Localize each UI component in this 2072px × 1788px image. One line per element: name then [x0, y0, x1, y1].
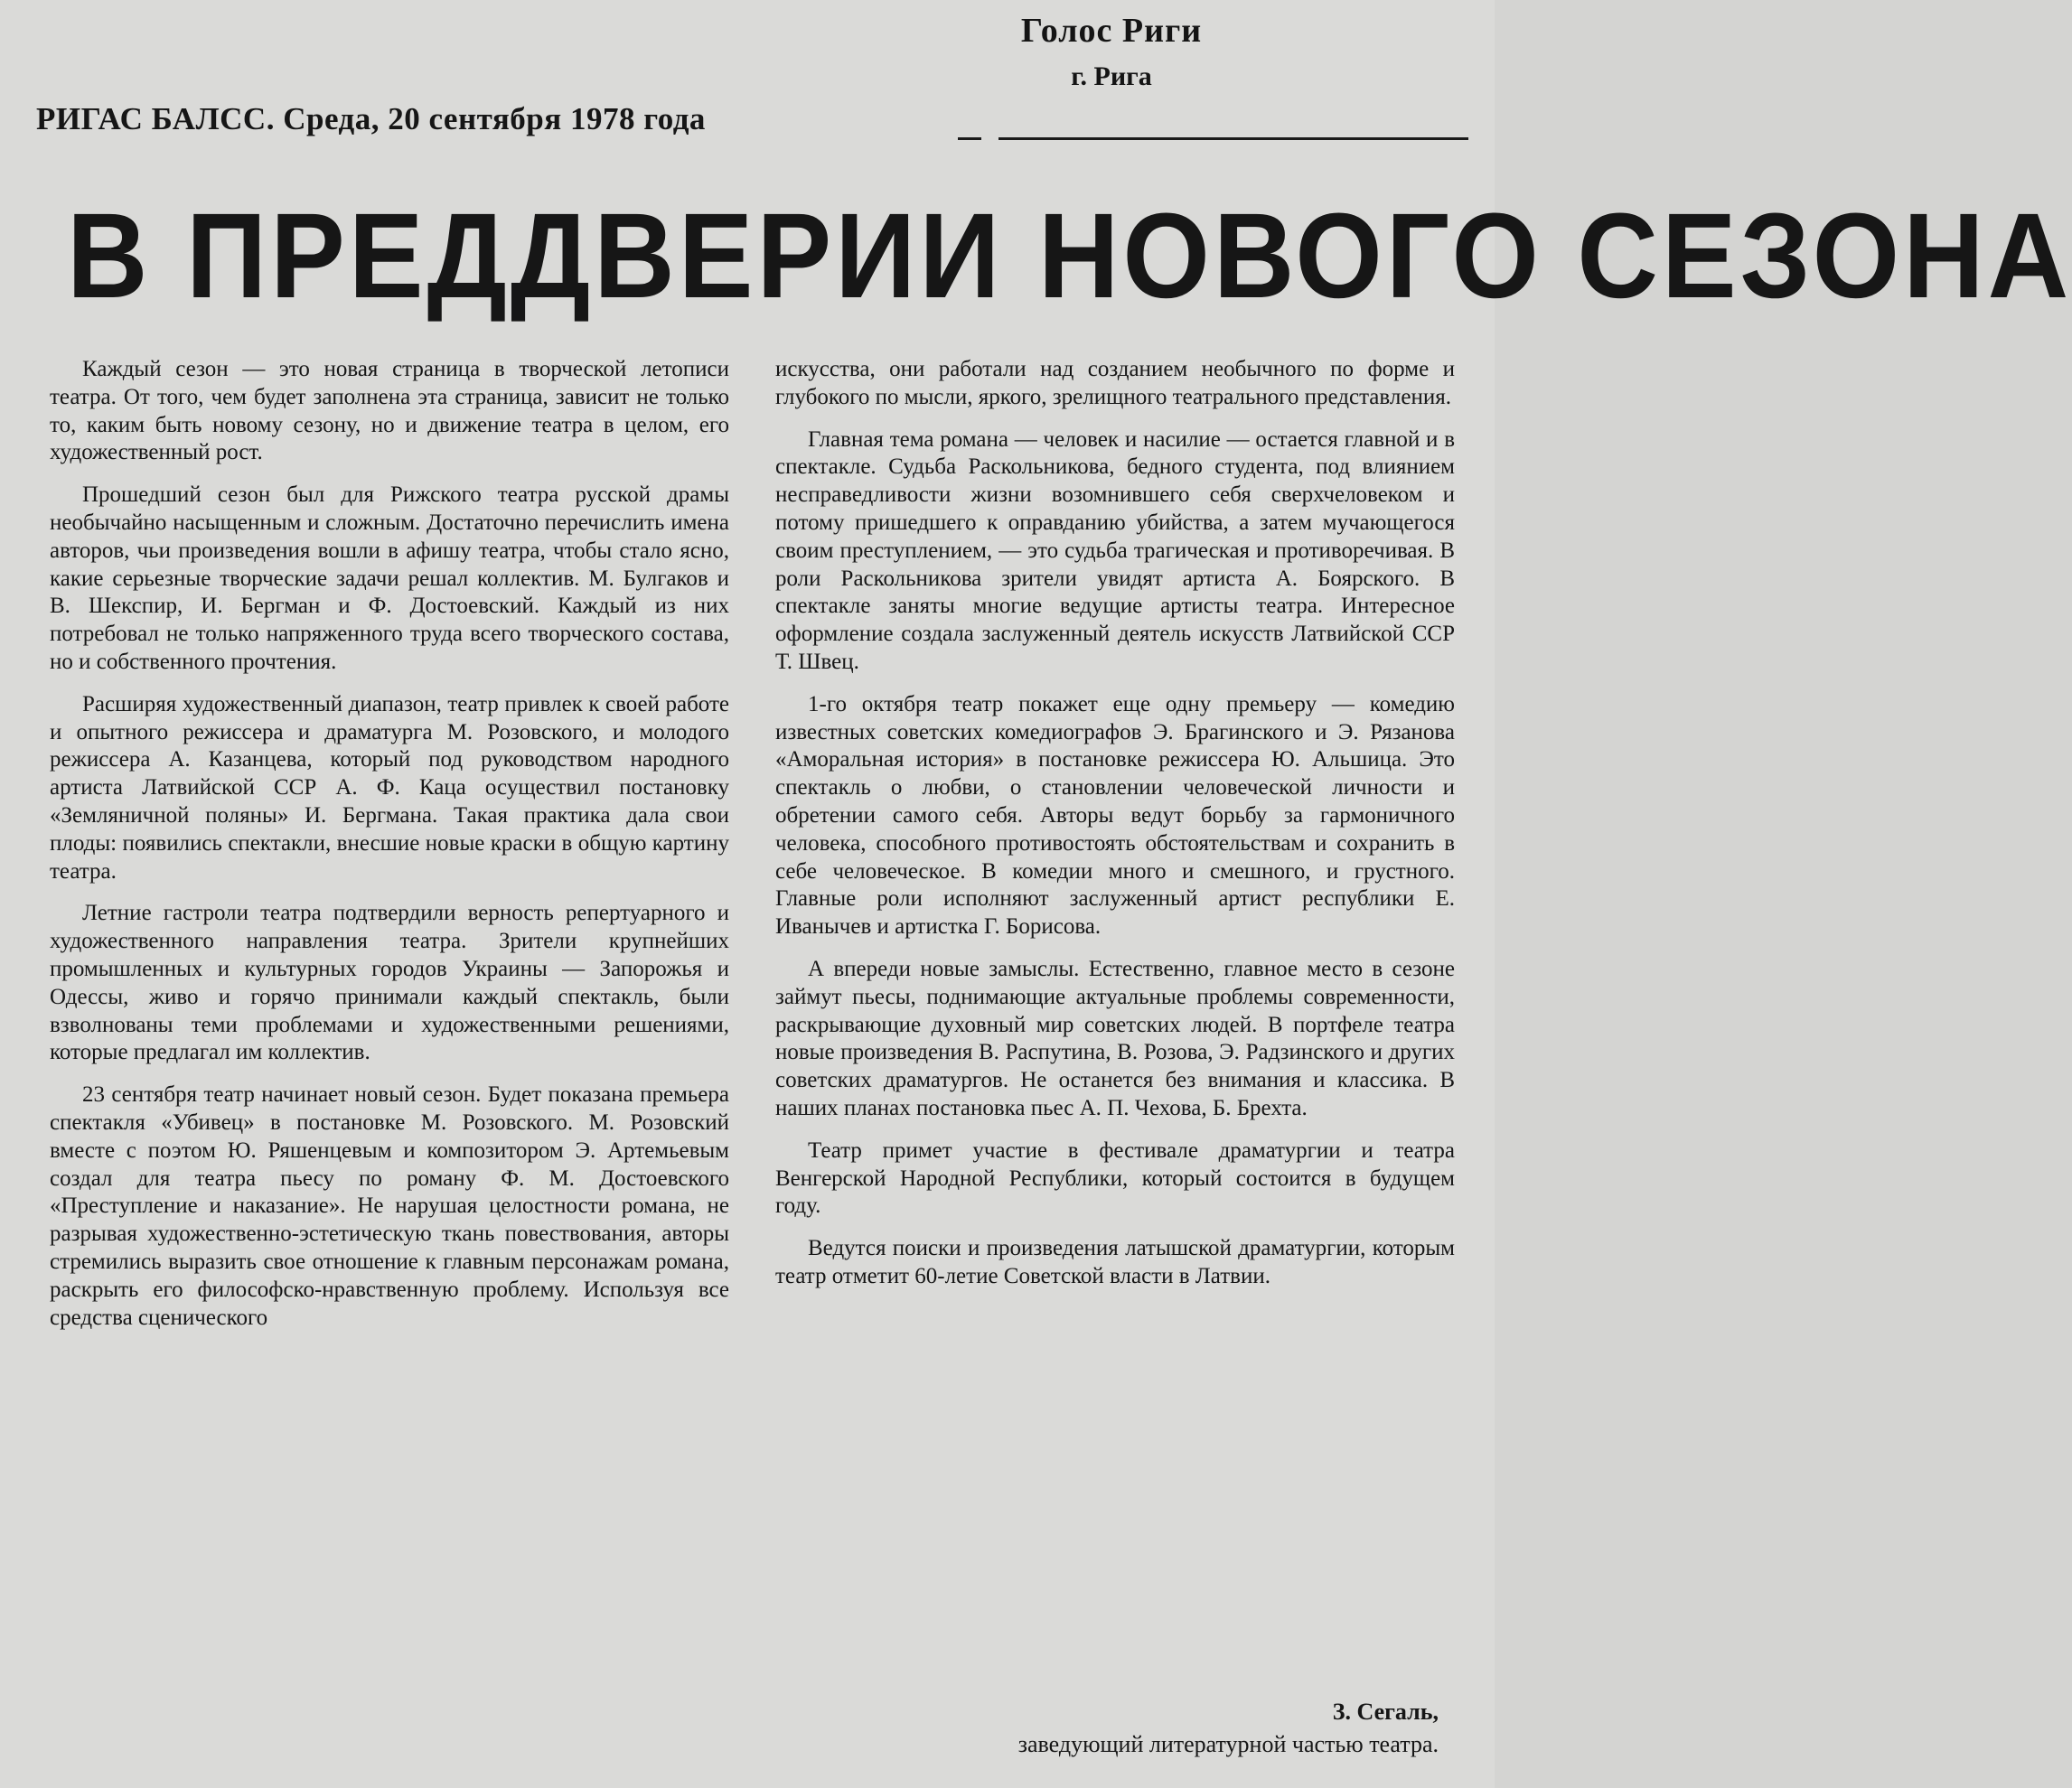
author-name: З. Сегаль, — [1332, 1699, 1439, 1725]
header-rule-dash — [958, 137, 981, 140]
author-title: заведующий литературной частью театра. — [1017, 1731, 1439, 1757]
stamp-newspaper-name: Голос Риги — [1020, 12, 1203, 50]
paragraph: Летние гастроли театра подтвердили верность репертуарного и художественного направления театра. Зрители крупнейших промышленных и культурных городов Украины — Запорожья и Одессы, живо и горячо принимали каждый спектакль, были взволнованы теми проблемами и художественными решениями, которые предлагал им коллектив. — [50, 901, 729, 1065]
author-signature — [831, 1699, 1455, 1758]
dateline: РИГАС БАЛСС. Среда, 20 сентября 1978 года — [36, 101, 706, 136]
paragraph: Театр примет участие в фестивале драматургии и театра Венгерской Народной Республики, который состоится в будущем году. — [775, 1137, 1455, 1219]
paragraph: Прошедший сезон был для Рижского театра русской драмы необычайно насыщенным и сложным. Достаточно перечислить имена авторов, чьи произведения вошли в афишу театра, чтобы стало ясно, какие серьезные творческие задачи решал коллектив. М. Булгаков и В. Шекспир, И. Бергман и Ф. Достоевский. Каждый из них потребовал не только напряженного труда всего творческого состава, но и собственного прочтения. — [50, 482, 729, 674]
article-headline: В ПРЕДДВЕРИИ НОВОГО СЕЗОНА — [67, 189, 2072, 324]
paragraph-continuation: искусства, они работали над созданием необычного по форме и глубокого по мысли, яркого, зрелищного театрального представления. — [775, 357, 1455, 409]
paragraph: Каждый сезон — это новая страница в творческой летописи театра. От того, чем будет заполнена эта страница, зависит не только то, каким быть новому сезону, но и движение театра в целом, его художественный рост. — [50, 357, 729, 465]
article-column-right — [775, 356, 1455, 1306]
paragraph: Расширяя художественный диапазон, театр привлек к своей работе и опытного режиссера и драматурга М. Розовского, и молодого режиссера А. Казанцева, который под руководством народного артиста Латвийской ССР А. Ф. Каца осуществил постановку «Земляничной поляны» И. Бергмана. Такая практика дала свои плоды: появились спектакли, внесшие новые краски в общую картину театра. — [50, 691, 729, 884]
article-column-left — [50, 356, 729, 1346]
paragraph: 1-го октября театр покажет еще одну премьеру — комедию известных советских комедиографов Э. Брагинского и Э. Рязанова «Аморальная история» в постановке режиссера Ю. Альшица. Это спектакль о любви, о становлении человеческой личности и обретении самого себя. Авторы ведут борьбу за гармоничного человека, способного противостоять обстоятельствам и сохранить в себе человеческое. В комедии много и смешного, и грустного. Главные роли исполняют заслуженный артист республики Е. Иванычев и артистка Г. Борисова. — [775, 691, 1455, 940]
stamp-city: г. Рига — [1071, 61, 1152, 91]
header-rule — [998, 137, 1468, 140]
paragraph: Главная тема романа — человек и насилие — остается главной и в спектакле. Судьба Раскольникова, бедного студента, под влиянием несправедливости жизни возомнившего себя сверхчеловеком и потому пришедшего к оправданию убийства, а затем мучающегося своим преступлением, — это судьба трагическая и противоречивая. В роли Раскольникова зрители увидят артиста А. Боярского. В спектакле заняты многие ведущие артисты театра. Интересное оформление создала заслуженный деятель искусств Латвийской ССР Т. Швец. — [775, 426, 1455, 674]
paragraph: Ведутся поиски и произведения латышской драматургии, которым театр отметит 60-летие Советской власти в Латвии. — [775, 1236, 1455, 1288]
source-stamp — [976, 11, 1247, 92]
paragraph: 23 сентября театр начинает новый сезон. Будет показана премьера спектакля «Убивец» в постановке М. Розовского. М. Розовский вместе с поэтом Ю. Ряшенцевым и композитором Э. Артемьевым создал для театра пьесу по роману Ф. М. Достоевского «Преступление и наказание». Не нарушая целостности романа, не разрывая художественно-эстетическую ткань повествования, авторы стремились выразить свое отношение к главным персонажам романа, раскрыть его философско-нравственную проблему. Используя все средства сценического — [50, 1082, 729, 1330]
paragraph: А впереди новые замыслы. Естественно, главное место в сезоне займут пьесы, поднимающие актуальные проблемы современности, раскрывающие духовный мир советских людей. В портфеле театра новые произведения В. Распутина, В. Розова, Э. Радзинского и других советских драматургов. Не останется без внимания и классика. В наших планах постановка пьес А. П. Чехова, Б. Брехта. — [775, 956, 1455, 1120]
masthead-line — [36, 101, 1458, 146]
